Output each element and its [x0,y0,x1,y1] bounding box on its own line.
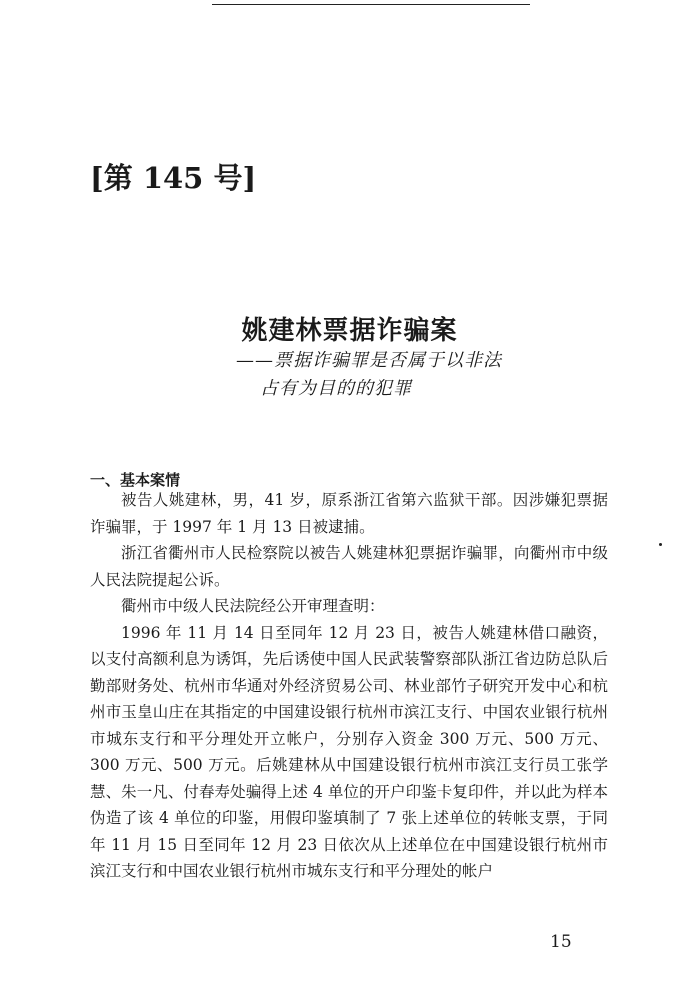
paragraph: 被告人姚建林，男，41 岁，原系浙江省第六监狱干部。因涉嫌犯票据诈骗罪，于 1997 年 1 月 13 日被逮捕。 [90,491,608,536]
case-subtitle-line1: ——票据诈骗罪是否属于以非法 [236,350,502,371]
case-number: [第 145 号] [90,161,257,195]
body-text [90,487,608,885]
margin-dot [659,543,662,546]
page-number: 15 [550,932,572,952]
case-subtitle-line2: 占有为目的的犯罪 [260,378,412,399]
paragraph: 浙江省衢州市人民检察院以被告人姚建林犯票据诈骗罪，向衢州市中级人民法院提起公诉。 [90,544,608,589]
paragraph: 衢州市中级人民法院经公开审理查明： [121,597,385,615]
header-rule [212,4,530,5]
paragraph: 1996 年 11 月 14 日至同年 12 月 23 日，被告人姚建林借口融资，以支付高额利息为诱饵，先后诱使中国人民武装警察部队浙江省边防总队后勤部财务处、杭州市华通对外经济贸易公司、林业部竹子研究开发中心和杭州市玉皇山庄在其指定的中国建设银行杭州市滨江支行、中国农业银行杭州市城东支行和平分理处开立帐户，分别存入资金 300 万元、500 万元、300 万元、500 万元。后姚建林从中国建设银行杭州市滨江支行员工张学慧、朱一凡、付春寿处骗得上述 4 单位的开户印鉴卡复印件，并以此为样本伪造了该 4 单位的印鉴，用假印鉴填制了 7 张上述单位的转帐支票，于同年 11 月 15 日至同年 12 月 23 日依次从上述单位在中国建设银行杭州市滨江支行和中国农业银行杭州市城东支行和平分理处的帐户 [90,623,608,880]
section-heading: 一、基本案情 [90,471,181,489]
case-title: 姚建林票据诈骗案 [241,316,458,346]
